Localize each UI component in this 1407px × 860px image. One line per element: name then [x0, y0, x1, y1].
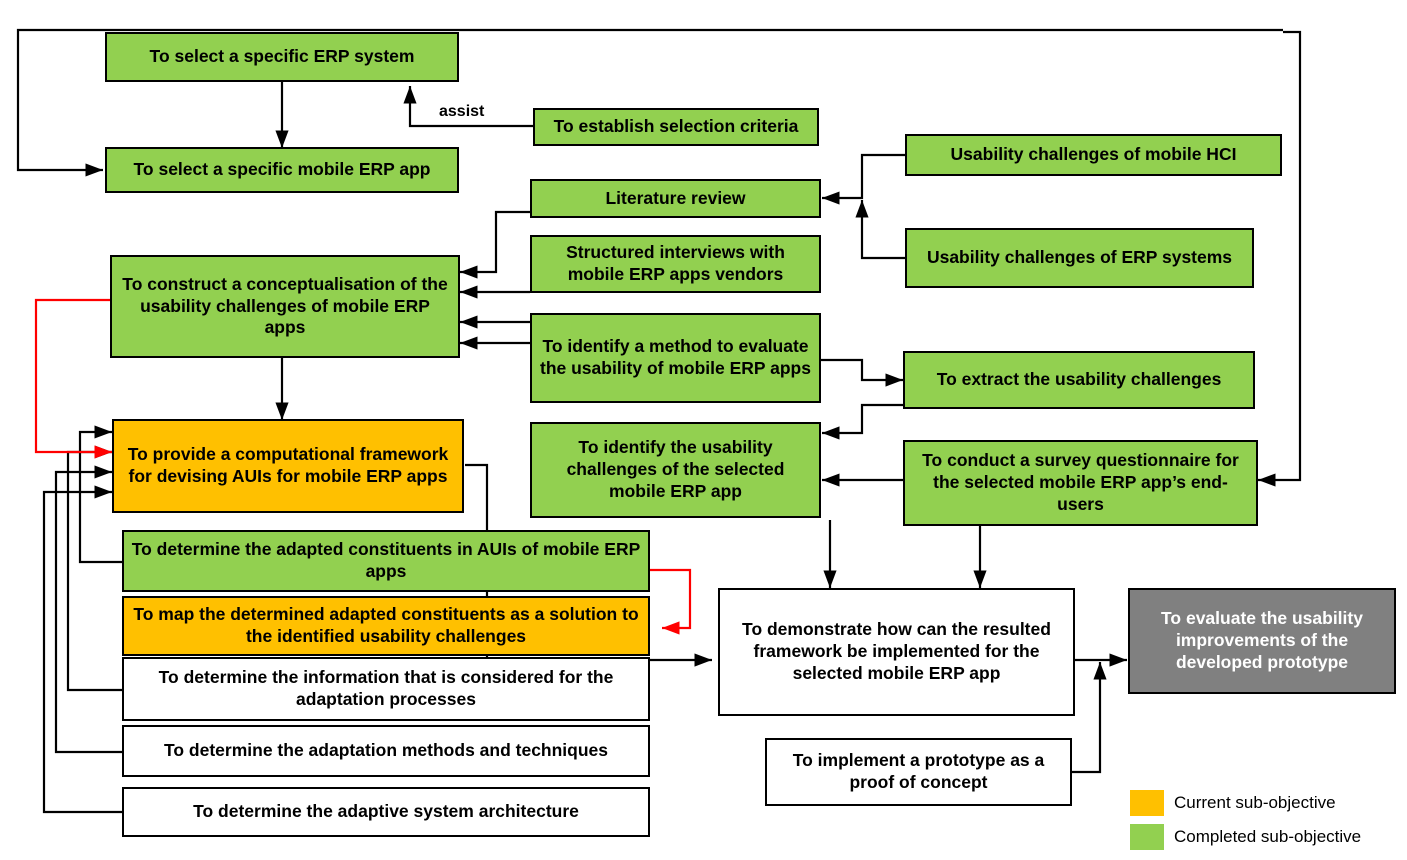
node-usability-challenges-erp-systems[interactable]	[905, 228, 1254, 288]
legend-item-completed	[1130, 824, 1361, 850]
node-demonstrate-framework-implementation[interactable]	[718, 588, 1075, 716]
node-label: To construct a conceptualisation of the usability challenges of mobile ERP apps	[122, 273, 448, 338]
node-literature-review[interactable]	[530, 179, 821, 218]
node-identify-method-evaluate[interactable]	[530, 313, 821, 403]
node-computational-framework-auis[interactable]	[112, 419, 464, 513]
node-label: To evaluate the usability improvements of the developed prototype	[1161, 608, 1363, 672]
legend-label-current: Current sub-objective	[1174, 793, 1336, 812]
legend-item-current	[1130, 790, 1361, 816]
node-label: To map the determined adapted constituents as a solution to the identified usability challenges	[133, 604, 639, 646]
legend-swatch-current	[1130, 790, 1164, 816]
node-label: To select a specific ERP system	[149, 46, 415, 67]
node-select-mobile-erp-app[interactable]	[105, 147, 459, 193]
node-determine-adaptive-architecture[interactable]	[122, 787, 650, 837]
node-label: To extract the usability challenges	[936, 369, 1222, 390]
node-label: To provide a computational framework for devising AUIs for mobile ERP apps	[127, 444, 449, 486]
node-construct-conceptualisation[interactable]	[110, 255, 460, 358]
node-extract-usability-challenges[interactable]	[903, 351, 1255, 409]
node-identify-usability-challenges-selected-app[interactable]	[530, 422, 821, 518]
node-evaluate-usability-improvements[interactable]	[1128, 588, 1396, 694]
node-label: Usability challenges of mobile HCI	[950, 144, 1237, 165]
node-structured-interviews-vendors[interactable]	[530, 235, 821, 293]
node-determine-adapted-constituents[interactable]	[122, 530, 650, 592]
node-establish-selection-criteria[interactable]	[533, 108, 819, 146]
node-determine-adaptation-methods[interactable]	[122, 725, 650, 777]
node-label: To determine the adaptive system architecture	[193, 801, 579, 822]
node-label: To demonstrate how can the resulted framework be implemented for the selected mobile ERP app	[742, 619, 1051, 683]
node-label: To establish selection criteria	[553, 116, 799, 137]
node-usability-challenges-mobile-hci[interactable]	[905, 134, 1282, 176]
node-label: To implement a prototype as a proof of concept	[792, 750, 1045, 792]
legend	[1130, 790, 1361, 858]
node-label: To identify the usability challenges of the selected mobile ERP app	[566, 437, 785, 501]
node-label: Usability challenges of ERP systems	[926, 247, 1233, 268]
node-determine-information-adaptation[interactable]	[122, 657, 650, 721]
node-label: To identify a method to evaluate the usability of mobile ERP apps	[540, 336, 811, 378]
node-conduct-survey-questionnaire[interactable]	[903, 440, 1258, 526]
node-map-adapted-constituents[interactable]	[122, 596, 650, 656]
node-select-erp-system[interactable]	[105, 32, 459, 82]
node-label: To determine the information that is considered for the adaptation processes	[158, 667, 614, 709]
node-label: To conduct a survey questionnaire for the selected mobile ERP app’s end-users	[922, 450, 1239, 514]
node-label: To select a specific mobile ERP app	[133, 159, 431, 180]
node-label: To determine the adaptation methods and techniques	[163, 740, 609, 761]
node-label: To determine the adapted constituents in AUIs of mobile ERP apps	[131, 539, 641, 581]
node-label: Literature review	[605, 187, 746, 208]
edge-label-assist: assist	[439, 103, 485, 120]
legend-swatch-completed	[1130, 824, 1164, 850]
node-implement-prototype[interactable]	[765, 738, 1072, 806]
node-label: Structured interviews with mobile ERP apps vendors	[566, 242, 785, 284]
legend-label-completed: Completed sub-objective	[1174, 827, 1362, 846]
